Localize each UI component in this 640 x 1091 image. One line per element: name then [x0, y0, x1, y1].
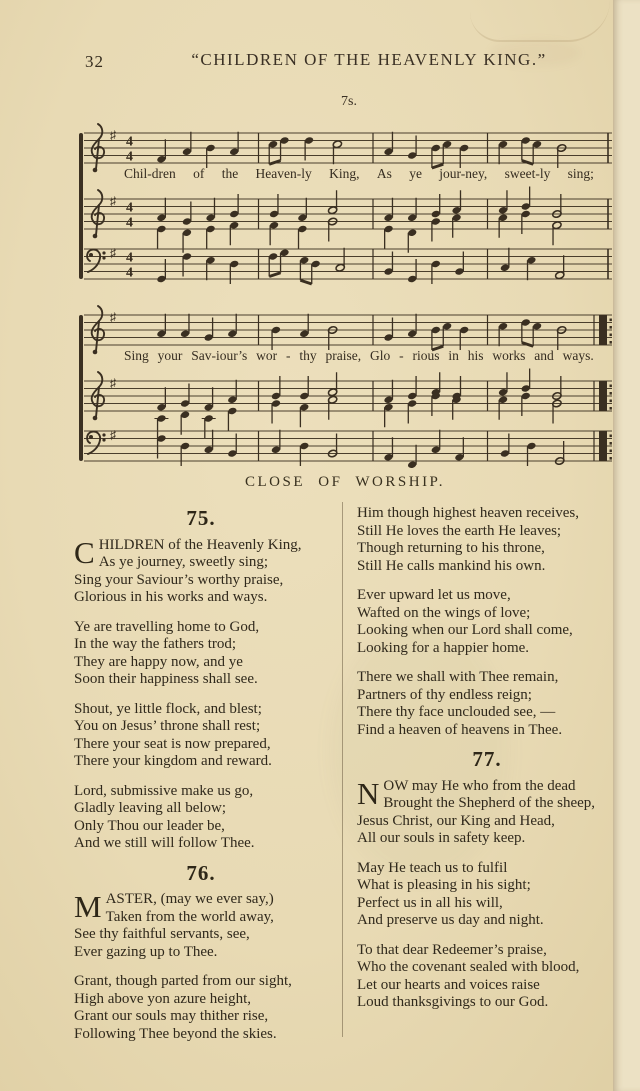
dropcap-initial: M: [74, 889, 102, 924]
lyric-syllable: thy: [299, 348, 317, 363]
bass-staff: [84, 236, 612, 292]
hymn-number: 75.: [186, 506, 216, 530]
lyric-syllable: the: [221, 166, 239, 181]
time-signature: 4: [126, 149, 133, 165]
stanza: Lord, submissive make us go, Gladly leaving all below; Only Thou our leader be, And we still will follow Thee.: [74, 782, 255, 851]
stanza: MASTER, (may we ever say,) Taken from the world away, See thy faithful servants, see, Ever gazing up to Thee.: [74, 889, 274, 960]
time-signature: 4: [126, 265, 133, 281]
lyric-syllable: Sing: [124, 348, 149, 363]
bass-clef-icon: [87, 250, 105, 272]
stanza: There we shall with Thee remain, Partners of thy endless reign; There thy face unclouded see, — Find a heaven of heavens in Thee.: [357, 669, 563, 738]
bass-clef-icon: [87, 432, 105, 454]
lyric-syllable: As: [376, 166, 392, 181]
key-signature-sharp: ♯: [110, 128, 116, 142]
key-signature-sharp: ♯: [110, 376, 116, 390]
key-signature-sharp: ♯: [110, 428, 116, 442]
paper-crease: [470, 0, 610, 42]
lyric-syllable: Glo: [370, 348, 391, 363]
key-signature-sharp: ♯: [110, 310, 116, 324]
meter-marking: 7s.: [341, 94, 357, 109]
lyric-syllable: of: [193, 166, 205, 181]
lyric-syllable: -: [399, 348, 404, 363]
time-signature: 4: [126, 215, 133, 231]
stanza: CHILDREN of the Heavenly King, As ye journey, sweetly sing; Sing your Saviour’s worthy praise, Glorious in his works and ways.: [74, 534, 302, 605]
stanza: Ye are travelling home to God, In the way the fathers trod; They are happy now, and ye Soon their happiness shall see.: [74, 618, 260, 687]
lyric-syllable: ye: [409, 166, 422, 181]
treble-staff: [84, 368, 612, 424]
hymn-column-left: [74, 505, 328, 1055]
page-number: 32: [85, 52, 104, 71]
notes: [156, 430, 564, 469]
system-barline: [79, 315, 83, 461]
lyric-syllable: your: [157, 348, 183, 363]
music-system-2: [84, 296, 612, 476]
lyric-syllable: sweet-ly: [504, 166, 551, 181]
section-heading: CLOSE OF WORSHIP.: [244, 474, 445, 490]
lyric-syllable: and: [534, 348, 554, 363]
lyric-syllable: praise,: [325, 348, 362, 363]
lyric-syllable: King,: [329, 166, 360, 181]
lyrics-line: [124, 348, 594, 364]
lyric-syllable: Chil-dren: [124, 166, 176, 181]
stanza: May He teach us to fulfil What is pleasing in his sight; Perfect us in all his will, And preserve us day and night.: [357, 859, 544, 928]
stanza: NOW may He who from the dead Brought the Shepherd of the sheep, Jesus Christ, our King and Head, All our souls in safety keep.: [357, 775, 596, 846]
system-barline: [79, 133, 83, 279]
page-header: [85, 50, 613, 76]
lyric-syllable: Heaven-ly: [255, 166, 312, 181]
lyric-syllable: -: [286, 348, 291, 363]
page-edge: [613, 0, 640, 1091]
hymn-number: 77.: [472, 747, 502, 771]
bass-staff: [84, 418, 612, 474]
stanza: Grant, though parted from our sight, High above yon azure height, Grant our souls may thither rise, Following Thee beyond the skies.: [74, 973, 292, 1042]
time-signature: 4: [126, 250, 133, 266]
lyric-syllable: works: [492, 348, 526, 363]
key-signature-sharp: ♯: [110, 194, 116, 208]
stanza: Him though highest heaven receives, Still He loves the earth He leaves; Though returning to his throne, Still He calls mankind his own.: [357, 505, 580, 574]
lyric-syllable: jour-ney,: [439, 166, 488, 181]
stanza: Shout, ye little flock, and blest; You on Jesus’ throne shall rest; There your seat is now prepared, There your kingdom and reward.: [74, 700, 272, 769]
lyric-syllable: in: [448, 348, 459, 363]
time-signature: 4: [126, 134, 133, 150]
hymn-number: 76.: [186, 860, 216, 885]
key-signature-sharp: ♯: [110, 246, 116, 260]
time-signature: 4: [126, 200, 133, 216]
stanza: To that dear Redeemer’s praise, Who the covenant sealed with blood, Let our hearts and voices raise Loud thanksgivings to our God.: [357, 941, 580, 1010]
hymn-column-right: [357, 505, 617, 1024]
lyric-syllable: wor: [256, 348, 278, 363]
lyric-syllable: sing;: [567, 166, 594, 181]
dropcap-initial: N: [357, 775, 380, 811]
lyric-syllable: Sav-iour’s: [191, 348, 248, 363]
music-system-1: [84, 112, 612, 292]
column-divider: [342, 502, 343, 1037]
stanza: Ever upward let us move, Wafted on the wings of love; Looking when our Lord shall come, Looking for a happier home.: [357, 587, 573, 656]
lyrics-line: [124, 166, 594, 182]
lyric-syllable: his: [467, 348, 484, 363]
dropcap-initial: C: [74, 534, 95, 570]
lyric-syllable: rious: [412, 348, 440, 363]
page-title: “CHILDREN OF THE HEAVENLY KING.”: [191, 50, 547, 69]
treble-staff: [84, 186, 612, 242]
lyric-syllable: ways.: [562, 348, 594, 363]
